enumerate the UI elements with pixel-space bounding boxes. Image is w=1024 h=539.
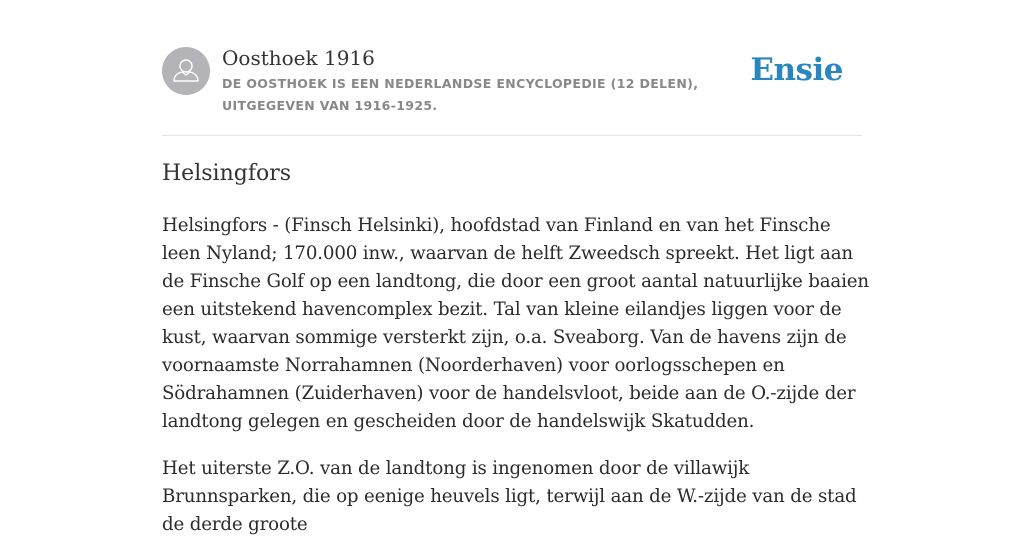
article-paragraph: Helsingfors - (Finsch Helsinki), hoofdstad van Finland en van het Finsche leen Nyland; 170.000 inw., waarvan de helft Zweedsch spreekt. Het ligt aan de Finsche Golf op een landtong, die door een groot aantal natuurlijke baaien een uitstekend havencomplex bezit. Tal van kleine eilandjes liggen voor de kust, waarvan sommige versterkt zijn, o.a. Sveaborg. Van de havens zijn de voornaamste Norrahamnen (Noorderhaven) voor oorlogsschepen en Södrahamnen (Zuiderhaven) voor de handelsvloot, beide aan de O.-zijde der landtong gelegen en gescheiden door de handelswijk Skatudden. xyxy=(162,215,869,432)
source-description: DE OOSTHOEK IS EEN NEDERLANDSE ENCYCLOPEDIE (12 DELEN), UITGEGEVEN VAN 1916-1925. xyxy=(222,76,699,113)
avatar[interactable] xyxy=(162,47,210,95)
source-header xyxy=(162,45,862,135)
header-divider xyxy=(162,135,862,136)
ensie-logo-link[interactable]: Ensie xyxy=(750,52,843,88)
article-title: Helsingfors xyxy=(162,161,292,186)
article xyxy=(162,158,872,539)
source-title[interactable]: Oosthoek 1916 xyxy=(222,46,375,70)
user-silhouette-icon xyxy=(162,47,210,95)
article-paragraph: Het uiterste Z.O. van de landtong is ingenomen door de villawijk Brunnsparken, die op eenige heuvels ligt, terwijl aan de W.-zijde van de stad de derde groote xyxy=(162,458,857,535)
